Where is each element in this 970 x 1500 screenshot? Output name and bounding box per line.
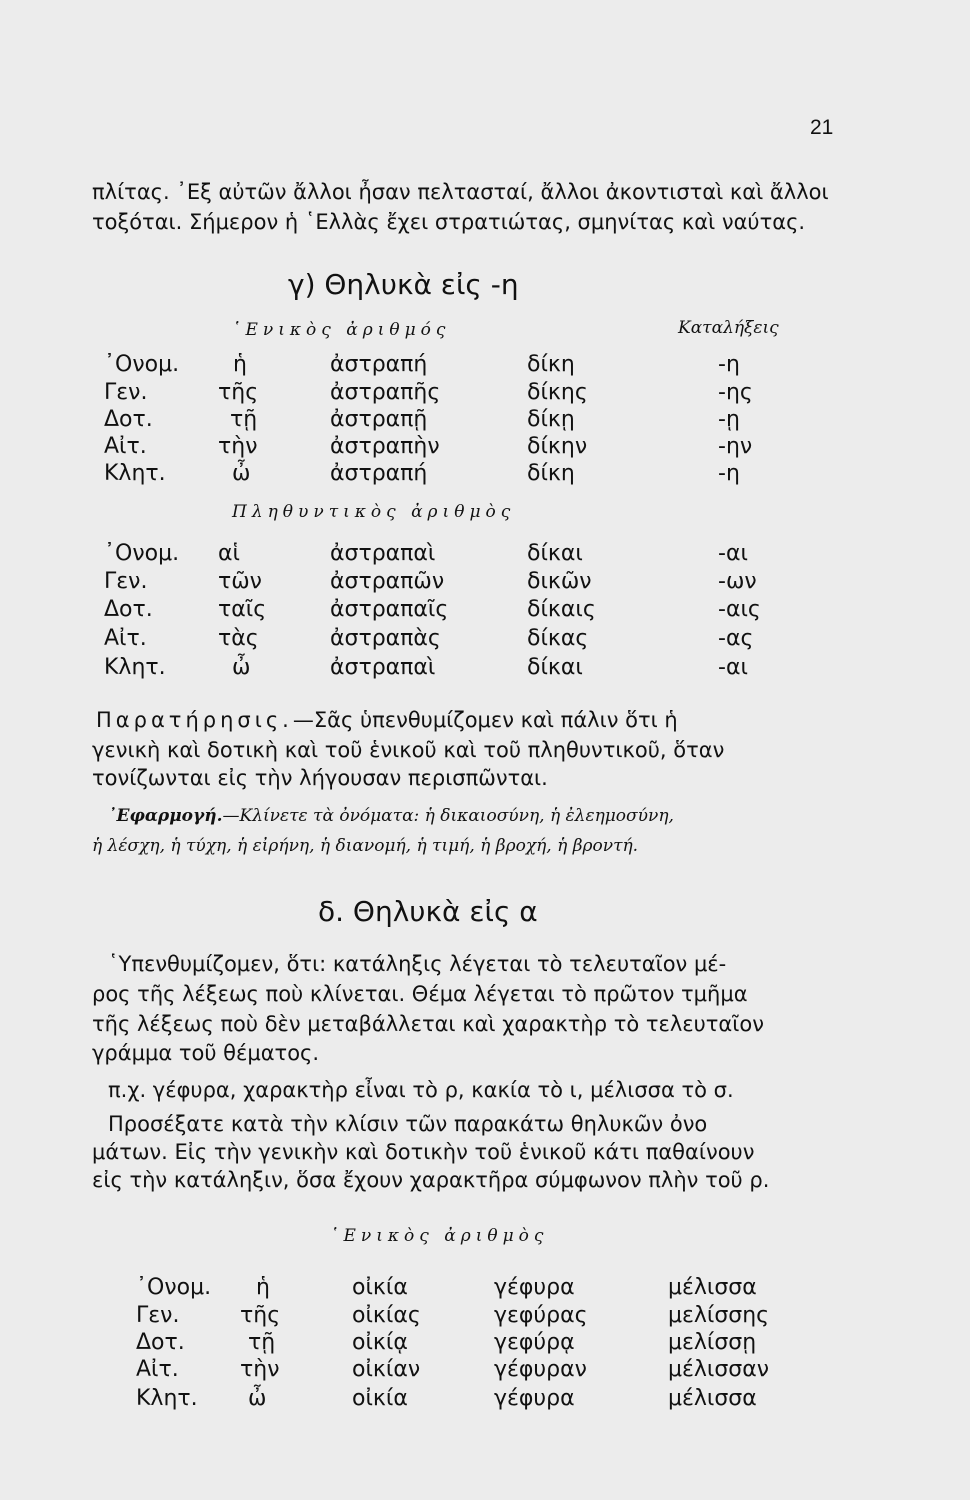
case-name: ᾽Ονομ.: [136, 1275, 212, 1300]
ending: -αις: [718, 597, 761, 622]
case-name: Γεν.: [136, 1303, 180, 1328]
ending: -ων: [718, 569, 757, 594]
ending: -η: [718, 461, 740, 486]
remark-line-3: τονίζωνται εἰς τὴν λήγουσαν περισπῶνται.: [92, 766, 548, 790]
word-diki: δικῶν: [527, 569, 592, 594]
para2-line-3: εἰς τὴν κατάληξιν, ὅσα ἔχουν χαρακτῆρα σύμφωνον πλὴν τοῦ ρ.: [92, 1168, 770, 1192]
word-astrapi: ἀστραπαῖς: [330, 597, 449, 622]
word-diki: δίκη: [527, 352, 575, 377]
word-astrapi: ἀστραπὴν: [330, 434, 440, 459]
word-diki: δίκη: [527, 461, 575, 486]
ending: -η: [718, 352, 740, 377]
word-gefyra: γεφύρᾳ: [494, 1330, 575, 1355]
remark-text: —Σᾶς ὑπενθυμίζομεν καὶ πάλιν ὅτι ἡ: [292, 708, 678, 732]
plural-label: Πληθυντικὸς ἀριθμὸς: [232, 502, 516, 522]
case-name: Δοτ.: [136, 1330, 185, 1355]
section-g-title: γ) Θηλυκὰ εἰς -η: [288, 268, 519, 301]
para2-line-1: Προσέξατε κατὰ τὴν κλίσιν τῶν παρακάτω θηλυκῶν ὀνο: [108, 1112, 708, 1136]
article: ἡ: [233, 352, 247, 377]
article: τῇ: [248, 1330, 276, 1355]
word-astrapi: ἀστραπὰς: [330, 626, 441, 651]
ending: -ας: [718, 626, 754, 651]
para1-line-2: ρος τῆς λέξεως ποὺ κλίνεται. Θέμα λέγεται τὸ πρῶτον τμῆμα: [92, 982, 748, 1006]
word-diki: δίκαις: [527, 597, 596, 622]
word-diki: δίκαι: [527, 655, 583, 680]
word-melissa: μέλισσαν: [668, 1357, 770, 1382]
case-name: Δοτ.: [104, 597, 153, 622]
article: τῶν: [218, 569, 262, 594]
section-d-title: δ. Θηλυκὰ εἰς α: [318, 895, 538, 928]
article: αἱ: [218, 541, 240, 566]
word-gefyra: γέφυρα: [494, 1275, 575, 1300]
word-melissa: μέλισσα: [668, 1386, 757, 1411]
case-name: Γεν.: [104, 380, 148, 405]
ending: -ην: [718, 434, 753, 459]
article: ὦ: [248, 1386, 267, 1411]
case-name: Δοτ.: [104, 407, 153, 432]
para1-line-3: τῆς λέξεως ποὺ δὲν μεταβάλλεται καὶ χαρακτὴρ τὸ τελευταῖον: [92, 1012, 764, 1036]
intro-line-1: πλίτας. ᾽Εξ αὐτῶν ἄλλοι ἦσαν πελτασταί, ἄλλοι ἀκοντισταὶ καὶ ἄλλοι: [92, 180, 829, 204]
ending: -ῃ: [718, 407, 740, 432]
word-melissa: μελίσσης: [668, 1303, 770, 1328]
word-astrapi: ἀστραπή: [330, 352, 428, 377]
word-gefyra: γεφύρας: [494, 1303, 588, 1328]
word-diki: δίκαι: [527, 541, 583, 566]
word-oikia: οἰκίαν: [352, 1357, 421, 1382]
article: τῆς: [218, 380, 259, 405]
example-line: π.χ. γέφυρα, χαρακτὴρ εἶναι τὸ ρ, κακία τὸ ι, μέλισσα τὸ σ.: [108, 1078, 734, 1102]
singular-label: ῾Ενικὸς ἀριθμός: [232, 320, 451, 340]
case-name: Αἰτ.: [136, 1357, 179, 1382]
word-gefyra: γέφυραν: [494, 1357, 587, 1382]
word-oikia: οἰκίας: [352, 1303, 421, 1328]
word-diki: δίκης: [527, 380, 588, 405]
case-name: Κλητ.: [136, 1386, 198, 1411]
case-name: Κλητ.: [104, 461, 166, 486]
ending: -αι: [718, 541, 748, 566]
exercise-line-2: ἡ λέσχη, ἡ τύχη, ἡ εἰρήνη, ἡ διανομή, ἡ τιμή, ἡ βροχή, ἡ βροντή.: [92, 836, 639, 856]
word-diki: δίκῃ: [527, 407, 575, 432]
page-number: 21: [810, 116, 834, 139]
case-name: ᾽Ονομ.: [104, 352, 180, 377]
word-oikia: οἰκία: [352, 1275, 408, 1300]
word-melissa: μέλισσα: [668, 1275, 757, 1300]
exercise-label: ᾽Εφαρμογή.: [108, 806, 223, 826]
endings-label: Καταλήξεις: [678, 318, 779, 338]
case-name: ᾽Ονομ.: [104, 541, 180, 566]
word-astrapi: ἀστραπή: [330, 461, 428, 486]
article: ἡ: [256, 1275, 270, 1300]
para1-line-1: ῾Υπενθυμίζομεν, ὅτι: κατάληξις λέγεται τὸ τελευταῖον μέ-: [108, 952, 727, 976]
word-diki: δίκην: [527, 434, 588, 459]
article: τῆς: [240, 1303, 281, 1328]
word-astrapi: ἀστραπαὶ: [330, 655, 436, 680]
para1-line-4: γράμμα τοῦ θέματος.: [92, 1041, 320, 1065]
case-name: Γεν.: [104, 569, 148, 594]
case-name: Αἰτ.: [104, 626, 147, 651]
article: ὦ: [232, 655, 251, 680]
article: ὦ: [232, 461, 251, 486]
para2-line-2: μάτων. Εἰς τὴν γενικὴν καὶ δοτικὴν τοῦ ἑνικοῦ κάτι παθαίνουν: [92, 1140, 755, 1164]
article: τῇ: [230, 407, 258, 432]
word-astrapi: ἀστραπῇ: [330, 407, 428, 432]
exercise-text: —Κλίνετε τὰ ὀνόματα: ἡ δικαιοσύνη, ἡ ἐλεημοσύνη,: [222, 806, 674, 826]
word-astrapi: ἀστραπῆς: [330, 380, 441, 405]
word-gefyra: γέφυρα: [494, 1386, 575, 1411]
word-oikia: οἰκίᾳ: [352, 1330, 408, 1355]
word-oikia: οἰκία: [352, 1386, 408, 1411]
article: τὴν: [218, 434, 258, 459]
case-name: Κλητ.: [104, 655, 166, 680]
article: τὴν: [240, 1357, 280, 1382]
case-name: Αἰτ.: [104, 434, 147, 459]
word-diki: δίκας: [527, 626, 589, 651]
remark-line-1: [96, 708, 678, 732]
remark-line-2: γενικὴ καὶ δοτικὴ καὶ τοῦ ἑνικοῦ καὶ τοῦ πληθυντικοῦ, ὅταν: [92, 738, 725, 762]
word-astrapi: ἀστραπαὶ: [330, 541, 436, 566]
ending: -ης: [718, 380, 753, 405]
word-melissa: μελίσσῃ: [668, 1330, 757, 1355]
ending: -αι: [718, 655, 748, 680]
word-astrapi: ἀστραπῶν: [330, 569, 445, 594]
singular-label-d: ῾Ενικὸς ἀριθμὸς: [330, 1226, 549, 1246]
article: ταῖς: [218, 597, 267, 622]
article: τὰς: [218, 626, 259, 651]
intro-line-2: τοξόται. Σήμερον ἡ ῾Ελλὰς ἔχει στρατιώτας, σμηνίτας καὶ ναύτας.: [92, 210, 806, 234]
remark-label: Παρατήρησις.: [96, 708, 293, 732]
exercise-line-1: [108, 806, 674, 826]
